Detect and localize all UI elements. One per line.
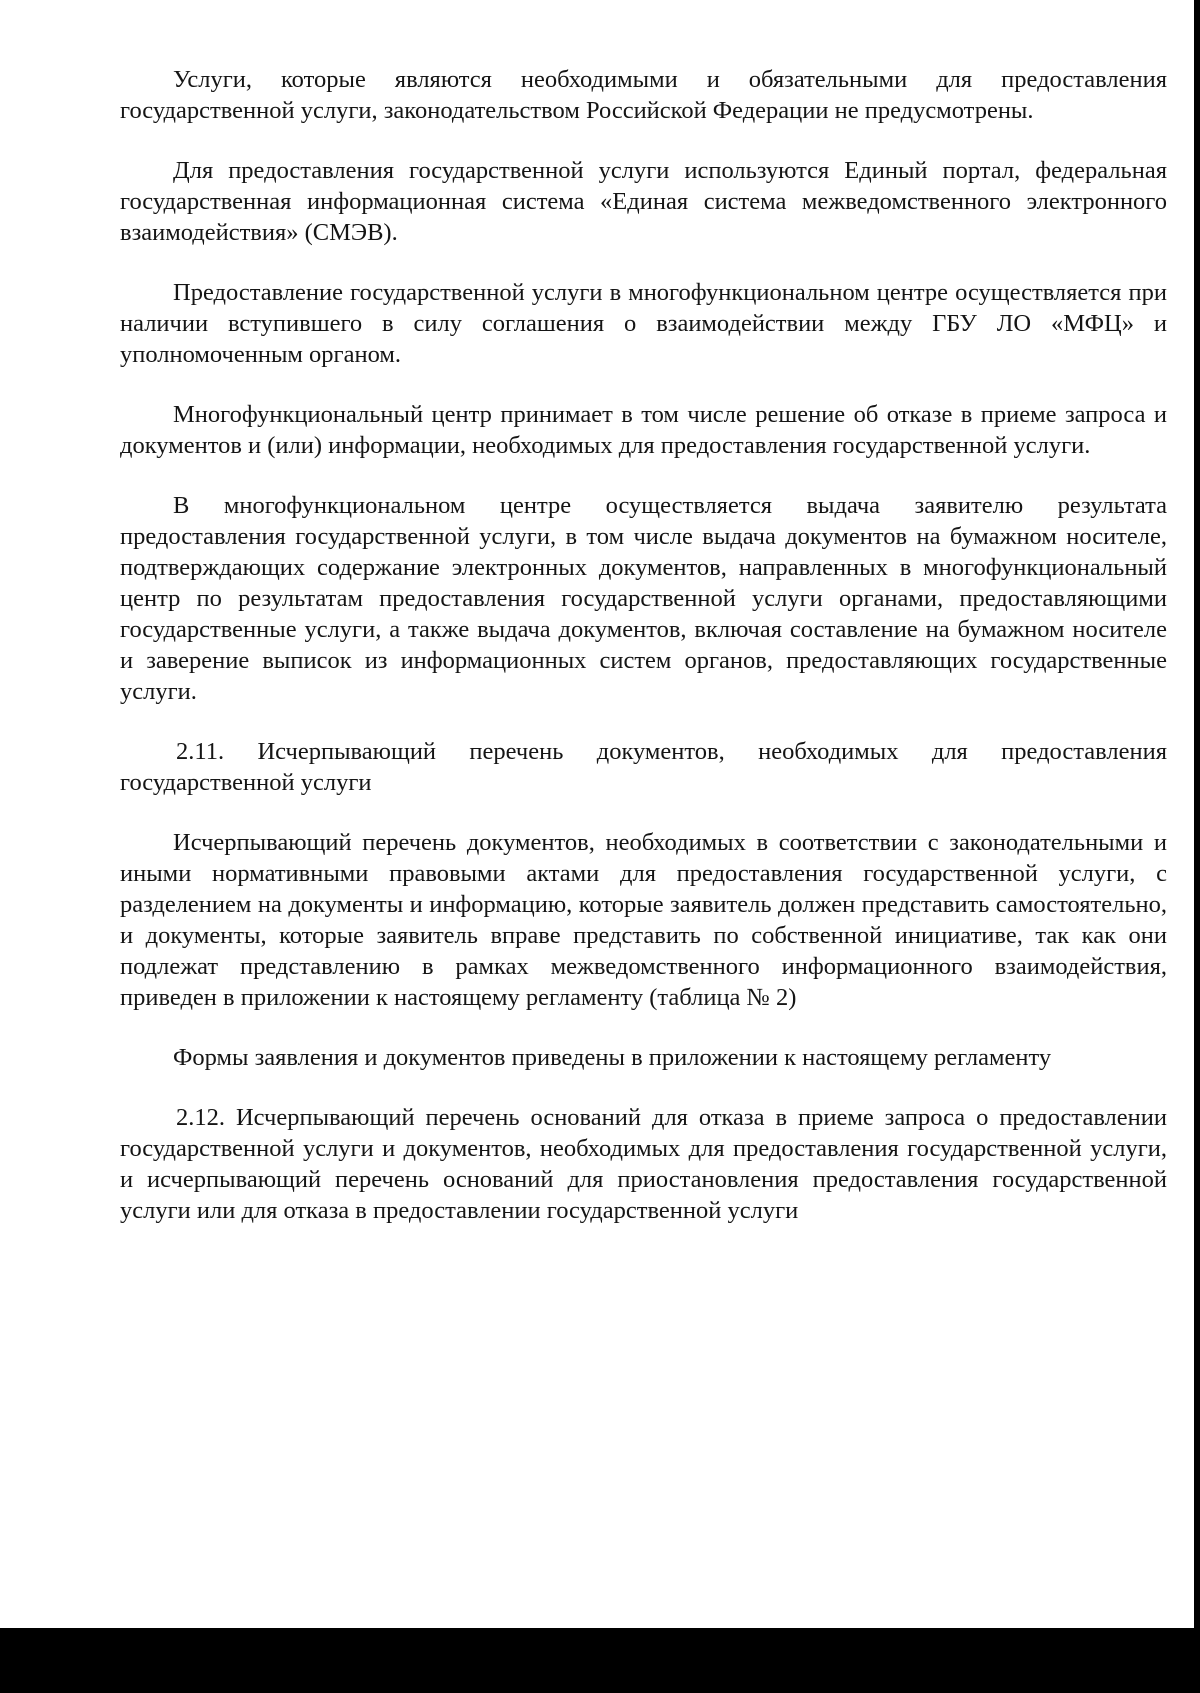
section-heading-2-12: 2.12. Исчерпывающий перечень оснований для отказа в приеме запроса о предоставлении государственной услуги и документов, необходимых для предоставления государственной услуги, и исчерпывающий перечень оснований для приостановления предоставления государственной услуги или для отказа в предоставлении государственной услуги	[120, 1104, 1167, 1224]
paragraph-portal-smev: Для предоставления государственной услуги используются Единый портал, федеральная государственная информационная система «Единая система межведомственного электронного взаимодействия» (СМЭВ).	[120, 157, 1167, 246]
scan-border-right	[1194, 0, 1200, 1693]
paragraph-mfc-issuance: В многофункциональном центре осуществляется выдача заявителю результата предоставления государственной услуги, в том числе выдача документов на бумажном носителе, подтверждающих содержание электронных документов, направленных в многофункциональный центр по результатам предоставления государственной услуги органами, предоставляющими государственные услуги, а также выдача документов, включая составление на бумажном носителе и заверение выписок из информационных систем органов, предоставляющих государственные услуги.	[120, 492, 1167, 705]
paragraph-documents-list: Исчерпывающий перечень документов, необходимых в соответствии с законодательными и иными нормативными правовыми актами для предоставления государственной услуги, с разделением на документы и информацию, которые заявитель должен представить самостоятельно, и документы, которые заявитель вправе представить по собственной инициативе, так как они подлежат представлению в рамках межведомственного информационного взаимодействия, приведен в приложении к настоящему регламенту (таблица № 2)	[120, 829, 1167, 1011]
document-body	[120, 64, 1167, 1255]
paragraph-mandatory-services: Услуги, которые являются необходимыми и обязательными для предоставления государственной услуги, законодательством Российской Федерации не предусмотрены.	[120, 66, 1167, 124]
section-heading-2-11: 2.11. Исчерпывающий перечень документов, необходимых для предоставления государственной услуги	[120, 738, 1167, 796]
paragraph-mfc-refusal: Многофункциональный центр принимает в том числе решение об отказе в приеме запроса и документов и (или) информации, необходимых для предоставления государственной услуги.	[120, 401, 1167, 459]
scan-border-bottom	[0, 1628, 1200, 1693]
paragraph-mfc-agreement: Предоставление государственной услуги в многофункциональном центре осуществляется при наличии вступившего в силу соглашения о взаимодействии между ГБУ ЛО «МФЦ» и уполномоченным органом.	[120, 279, 1167, 368]
paragraph-forms: Формы заявления и документов приведены в приложении к настоящему регламенту	[173, 1044, 1052, 1071]
